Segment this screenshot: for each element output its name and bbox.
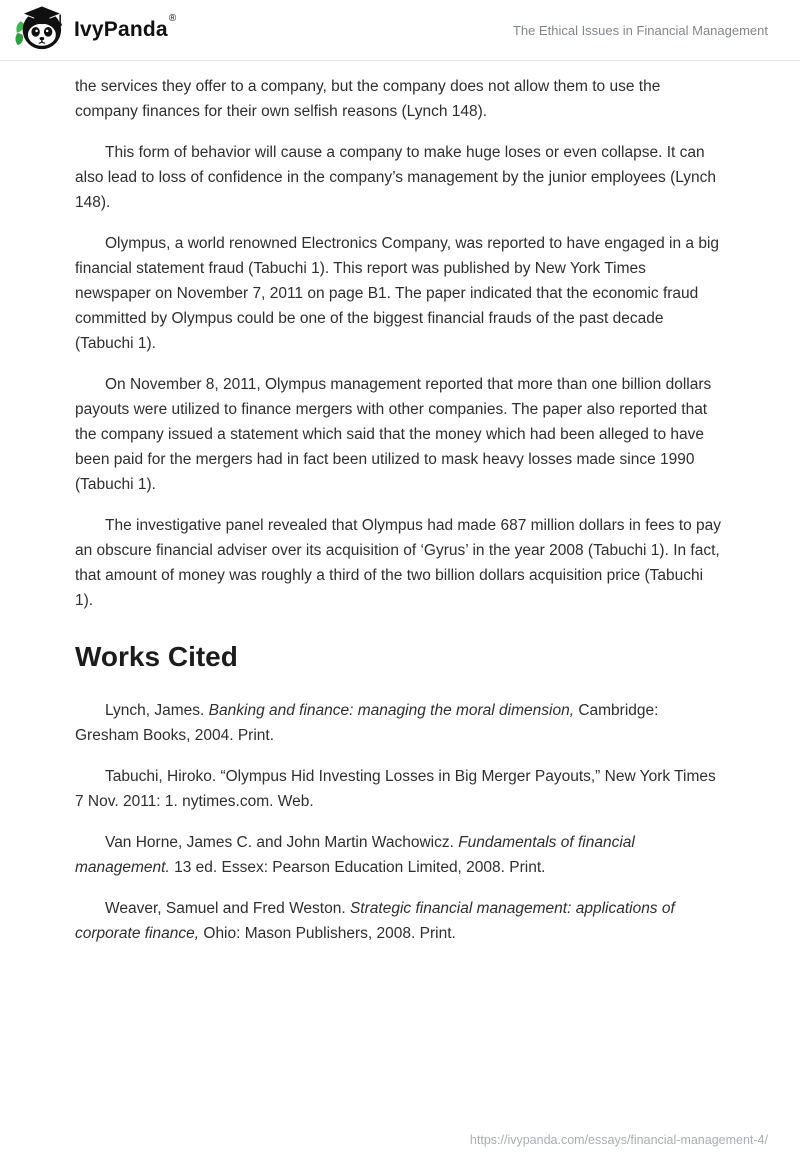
citation-entry (75, 698, 725, 748)
citation-text: Weaver, Samuel and Fred Weston. (105, 900, 350, 917)
brand-name: IvyPanda® (74, 13, 177, 41)
citation-title-italic: Fundamentals of financial management. (75, 834, 635, 876)
body-paragraph: The investigative panel revealed that Olympus had made 687 million dollars in fees to pay an obscure financial adviser over its acquisition of ‘Gyrus’ in the year 2008 (Tabuchi 1). In fact, that amount of money was roughly a third of the two billion dollars acquisition price (Tabuchi 1). (75, 517, 722, 609)
works-cited-heading: Works Cited (75, 641, 238, 672)
citation-entry (75, 896, 725, 946)
registered-mark: ® (168, 13, 177, 24)
citation-title-italic: Banking and finance: managing the moral dimension, (208, 702, 575, 719)
body-paragraph: On November 8, 2011, Olympus management reported that more than one billion dollars payouts were utilized to finance mergers with other companies. The paper also reported that the company issued a statement which said that the money which had been alleged to have been paid for the mergers had in fact been utilized to mask heavy losses made since 1990 (Tabuchi 1). (75, 376, 712, 493)
citation-text: Ohio: Mason Publishers, 2008. Print. (199, 925, 456, 942)
citation-title-italic: Strategic financial management: applications of corporate finance, (75, 900, 675, 942)
document-title: The Ethical Issues in Financial Management (512, 22, 768, 38)
citation-entry (75, 764, 725, 814)
citation-text: Van Horne, James C. and John Martin Wachowicz. (105, 834, 459, 851)
body-paragraph: the services they offer to a company, but the company does not allow them to use the company finances for their own selfish reasons (Lynch 148). (75, 78, 661, 120)
citation-text: 13 ed. Essex: Pearson Education Limited, 2008. Print. (169, 859, 546, 876)
citation-text: Lynch, James. (105, 702, 209, 719)
document-body (0, 61, 800, 946)
source-url: https://ivypanda.com/essays/financial-management-4/ (469, 1133, 768, 1147)
citation-entry (75, 830, 725, 880)
body-paragraph: This form of behavior will cause a company to make huge loses or even collapse. It can also lead to loss of confidence in the company’s management by the junior employees (Lynch 148). (75, 144, 717, 211)
citation-text: Cambridge: Gresham Books, 2004. Print. (75, 702, 659, 744)
page-header (0, 0, 800, 61)
ivypanda-panda-logo-icon (14, 3, 64, 58)
citation-text: Tabuchi, Hiroko. “Olympus Hid Investing Losses in Big Merger Payouts,” New York Times 7 Nov. 2011: 1. nytimes.com. Web. (75, 768, 716, 810)
body-paragraph: Olympus, a world renowned Electronics Company, was reported to have engaged in a big financial statement fraud (Tabuchi 1). This report was published by New York Times newspaper on November 7, 2011 on page B1. The paper indicated that the economic fraud committed by Olympus could be one of the biggest financial frauds of the past decade (Tabuchi 1). (75, 235, 720, 352)
brand-link[interactable] (14, 3, 175, 58)
